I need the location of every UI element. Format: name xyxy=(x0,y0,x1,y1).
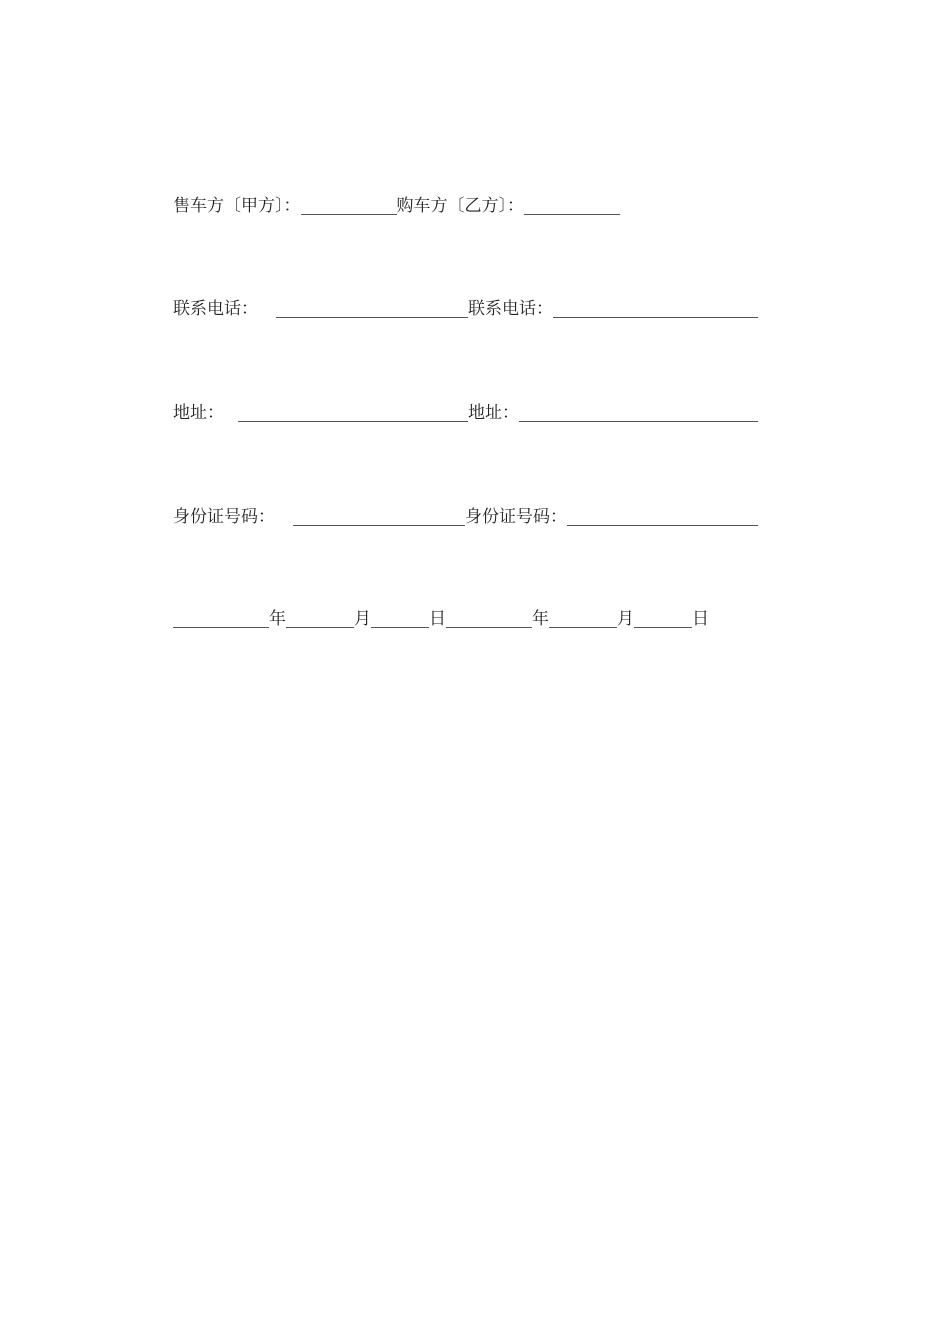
buyer-day-field[interactable] xyxy=(634,607,692,628)
buyer-month-label: 月 xyxy=(617,609,634,629)
seller-address-label: 地址： xyxy=(173,403,224,423)
seller-address-field[interactable] xyxy=(238,401,468,422)
seller-label: 售车方〔甲方〕： xyxy=(173,196,301,216)
buyer-month-field[interactable] xyxy=(549,607,617,628)
address-row xyxy=(173,401,758,425)
seller-year-field[interactable] xyxy=(173,607,269,628)
seller-month-label: 月 xyxy=(354,609,371,629)
date-row xyxy=(173,607,758,631)
id-number-row xyxy=(173,505,758,529)
buyer-day-label: 日 xyxy=(692,609,709,629)
seller-day-label: 日 xyxy=(429,609,446,629)
seller-id-field[interactable] xyxy=(293,505,465,526)
buyer-address-field[interactable] xyxy=(519,401,758,422)
seller-id-label: 身份证号码： xyxy=(173,507,275,527)
buyer-label: 购车方〔乙方〕： xyxy=(396,196,524,216)
seller-month-field[interactable] xyxy=(286,607,354,628)
party-names-row xyxy=(173,194,758,218)
buyer-address-label: 地址： xyxy=(468,403,519,423)
seller-phone-label: 联系电话： xyxy=(173,299,258,319)
seller-phone-field[interactable] xyxy=(276,297,468,318)
buyer-phone-label: 联系电话： xyxy=(468,299,553,319)
buyer-year-field[interactable] xyxy=(446,607,532,628)
buyer-name-field[interactable] xyxy=(524,194,620,215)
seller-year-label: 年 xyxy=(269,609,286,629)
buyer-id-field[interactable] xyxy=(567,505,758,526)
seller-day-field[interactable] xyxy=(371,607,429,628)
buyer-year-label: 年 xyxy=(532,609,549,629)
seller-name-field[interactable] xyxy=(301,194,397,215)
phone-row xyxy=(173,297,758,321)
buyer-id-label: 身份证号码： xyxy=(465,507,567,527)
buyer-phone-field[interactable] xyxy=(553,297,758,318)
